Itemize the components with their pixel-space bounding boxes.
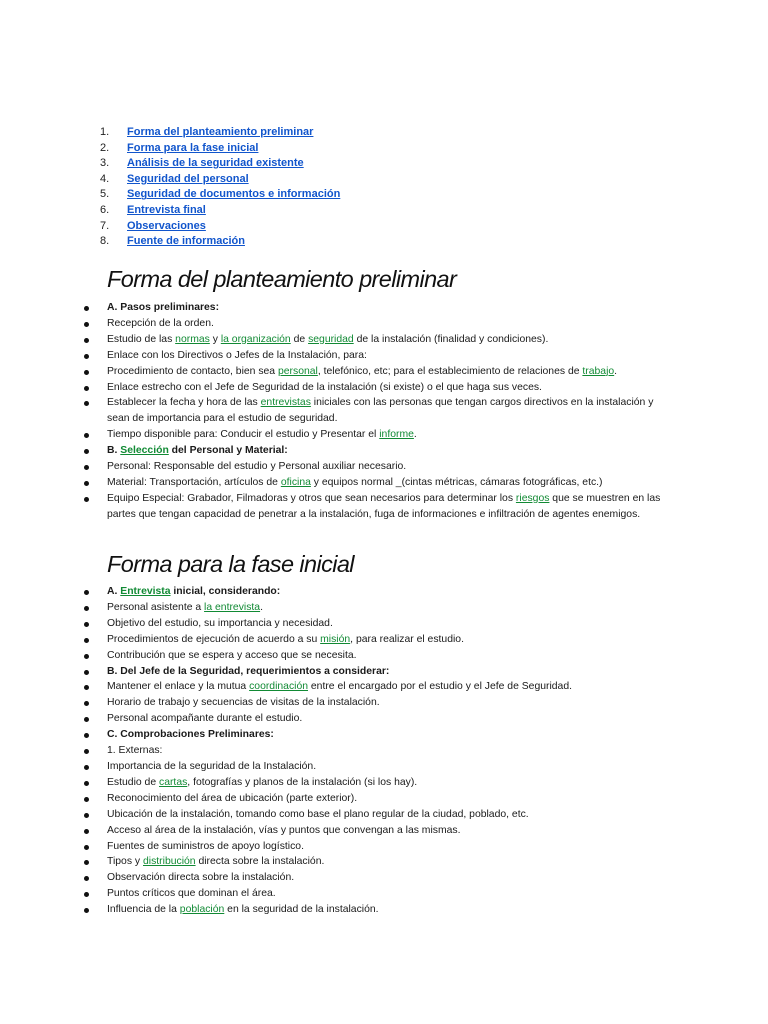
list-text: y equipos normal _(cintas métricas, cámaras fotográficas, etc.) — [310, 476, 603, 488]
list-text: Equipo Especial: Grabador, Filmadoras y otros que sean necesarios para determinar los — [107, 492, 516, 504]
list-item — [0, 823, 667, 839]
list-text: Influencia de la — [107, 904, 180, 916]
list-item — [0, 807, 667, 823]
list-text: en la seguridad de la instalación. — [224, 904, 379, 916]
bullet-list-fase-inicial — [0, 584, 667, 918]
inline-link[interactable]: cartas — [159, 776, 188, 788]
list-text: Reconocimiento del área de ubicación (parte exterior). — [107, 792, 358, 804]
list-item — [0, 839, 667, 855]
toc-link[interactable]: Análisis de la seguridad existente — [127, 157, 304, 170]
list-text: Establecer la fecha y hora de las — [107, 397, 261, 409]
bullet-icon — [84, 908, 89, 913]
toc-link[interactable]: Forma para la fase inicial — [127, 141, 259, 154]
bullet-icon — [84, 845, 89, 850]
list-text: Objetivo del estudio, su importancia y necesidad. — [107, 617, 333, 629]
list-text: . — [413, 429, 417, 441]
list-item — [0, 364, 667, 380]
list-text: Enlace con los Directivos o Jefes de la Instalación, para: — [107, 349, 367, 361]
list-item — [0, 854, 667, 870]
bullet-icon — [84, 606, 89, 611]
list-item — [0, 759, 667, 775]
list-item — [0, 902, 667, 918]
toc-number: 1. — [100, 126, 110, 138]
list-item — [0, 886, 667, 902]
list-text: Personal: Responsable del estudio y Personal auxiliar necesario. — [107, 461, 407, 473]
bullet-icon — [84, 701, 89, 706]
list-text: Tipos y — [107, 856, 143, 868]
list-text: Personal acompañante durante el estudio. — [107, 713, 303, 725]
bullet-icon — [84, 370, 89, 375]
list-text: B. Del Jefe de la Seguridad, requerimientos a considerar: — [107, 665, 390, 677]
inline-link[interactable]: seguridad — [308, 333, 354, 345]
bullet-icon — [84, 322, 89, 327]
bullet-icon — [84, 876, 89, 881]
bullet-icon — [84, 797, 89, 802]
inline-link[interactable]: población — [179, 904, 225, 916]
bullet-icon — [84, 386, 89, 391]
list-item — [0, 679, 667, 695]
list-item — [0, 743, 667, 759]
toc-link[interactable]: Forma del planteamiento preliminar — [127, 126, 314, 138]
toc-number: 3. — [100, 157, 110, 170]
list-text: . — [260, 601, 263, 613]
bullet-icon — [84, 892, 89, 897]
list-item — [0, 427, 667, 443]
inline-link[interactable]: la organización — [220, 333, 291, 345]
list-text: inicial, considerando: — [170, 586, 281, 597]
section-heading-planteamiento: Forma del planteamiento preliminar — [107, 266, 457, 292]
inline-link[interactable]: normas — [175, 333, 210, 345]
toc-item — [100, 234, 340, 250]
toc-number: 2. — [100, 141, 110, 154]
bullet-icon — [84, 829, 89, 834]
toc-item — [100, 172, 340, 188]
inline-link[interactable]: la entrevista — [204, 601, 261, 613]
bullet-icon — [84, 749, 89, 754]
list-item — [0, 664, 667, 680]
bullet-icon — [84, 733, 89, 738]
list-text: Importancia de la seguridad de la Instalación. — [107, 760, 317, 772]
list-item — [0, 380, 667, 396]
bullet-icon — [84, 354, 89, 359]
list-text: B. — [107, 445, 121, 457]
list-text: Horario de trabajo y secuencias de visitas de la instalación. — [107, 697, 380, 709]
toc-item — [100, 125, 340, 141]
toc-item — [100, 156, 340, 172]
list-item — [0, 316, 667, 332]
toc-item — [100, 219, 340, 235]
toc-number: 7. — [100, 219, 110, 232]
list-item — [0, 332, 667, 348]
bullet-icon — [84, 670, 89, 675]
list-text: , telefónico, etc; para el establecimiento de relaciones de — [317, 365, 583, 377]
list-item — [0, 600, 667, 616]
bullet-icon — [84, 781, 89, 786]
list-text: A. — [107, 586, 121, 597]
toc-link[interactable]: Entrevista final — [127, 203, 206, 216]
list-text: Personal asistente a — [107, 601, 205, 613]
list-item — [0, 775, 667, 791]
list-item — [0, 459, 667, 475]
list-text: de — [290, 333, 309, 345]
toc-number: 6. — [100, 203, 110, 216]
list-text: que se muestren en las partes que tengan capacidad de penetrar a la instalación, fuga de informaciones e infiltración de agentes enemigos. — [107, 492, 661, 520]
bullet-icon — [84, 481, 89, 486]
list-text: Ubicación de la instalación, tomando como base el plano regular de la ciudad, poblado, etc. — [107, 808, 529, 820]
list-text: C. Comprobaciones Preliminares: — [107, 729, 274, 741]
bullet-icon — [84, 654, 89, 659]
bullet-icon — [84, 813, 89, 818]
list-text: , fotografías y planos de la instalación (si los hay). — [187, 776, 418, 788]
list-item — [0, 632, 667, 648]
list-item — [0, 727, 667, 743]
list-text: y — [209, 333, 221, 345]
inline-link[interactable]: trabajo — [582, 365, 615, 377]
inline-link[interactable]: Selección — [120, 445, 169, 457]
toc-link[interactable]: Seguridad del personal — [127, 172, 249, 185]
list-text: Contribución que se espera y acceso que se necesita. — [107, 649, 357, 661]
list-text: Observación directa sobre la instalación. — [107, 872, 295, 884]
inline-link[interactable]: misión — [320, 633, 351, 645]
list-item — [0, 711, 667, 727]
inline-link[interactable]: coordinación — [249, 681, 309, 693]
list-item — [0, 648, 667, 664]
list-item — [0, 695, 667, 711]
toc-number: 4. — [100, 172, 110, 185]
list-text: 1. Externas: — [107, 745, 163, 757]
table-of-contents — [100, 125, 340, 250]
inline-link[interactable]: informe — [379, 429, 414, 441]
list-text: Procedimientos de ejecución de acuerdo a su — [107, 633, 321, 645]
inline-link[interactable]: Entrevista — [120, 586, 171, 597]
bullet-icon — [84, 860, 89, 865]
toc-link[interactable]: Fuente de información — [127, 235, 245, 248]
list-text: Tiempo disponible para: Conducir el estudio y Presentar el — [107, 429, 380, 441]
list-text: Recepción de la orden. — [107, 317, 214, 329]
list-item — [0, 491, 667, 523]
list-item — [0, 584, 667, 600]
list-text: Fuentes de suministros de apoyo logístico. — [107, 840, 304, 852]
inline-link[interactable]: distribución — [143, 856, 196, 868]
bullet-icon — [84, 465, 89, 470]
inline-link[interactable]: riesgos — [515, 492, 550, 504]
list-text: entre el encargado por el estudio y el Jefe de Seguridad. — [308, 681, 572, 693]
bullet-icon — [84, 622, 89, 627]
list-item — [0, 348, 667, 364]
bullet-icon — [84, 638, 89, 643]
list-text: , para realizar el estudio. — [350, 633, 464, 645]
list-text: Procedimiento de contacto, bien sea — [107, 365, 278, 377]
list-text: Estudio de — [107, 776, 159, 788]
list-item — [0, 791, 667, 807]
bullet-icon — [84, 401, 89, 406]
list-text: . — [614, 365, 618, 377]
bullet-icon — [84, 338, 89, 343]
inline-link[interactable]: entrevistas — [260, 397, 311, 409]
bullet-list-planteamiento — [0, 300, 667, 523]
list-text: A. Pasos preliminares: — [107, 302, 220, 313]
list-text: del Personal y Material: — [168, 445, 288, 457]
list-item — [0, 395, 667, 427]
bullet-icon — [84, 685, 89, 690]
list-text: de la instalación (finalidad y condiciones). — [353, 333, 549, 345]
list-item — [0, 443, 667, 459]
inline-link[interactable]: oficina — [280, 476, 311, 488]
toc-link[interactable]: Observaciones — [127, 219, 206, 232]
list-item — [0, 475, 667, 491]
list-text: Mantener el enlace y la mutua — [107, 681, 250, 693]
section-heading-fase-inicial: Forma para la fase inicial — [107, 551, 354, 577]
list-item — [0, 870, 667, 886]
toc-item — [100, 187, 340, 203]
list-text: Acceso al área de la instalación, vías y puntos que convengan a las mismas. — [107, 824, 461, 836]
toc-item — [100, 203, 340, 219]
bullet-icon — [84, 717, 89, 722]
bullet-icon — [84, 306, 89, 311]
toc-item — [100, 141, 340, 157]
bullet-icon — [84, 433, 89, 438]
inline-link[interactable]: personal — [277, 365, 318, 377]
list-text: Puntos críticos que dominan el área. — [107, 888, 276, 900]
list-item — [0, 300, 667, 316]
bullet-icon — [84, 765, 89, 770]
bullet-icon — [84, 497, 89, 502]
toc-number: 8. — [100, 235, 110, 248]
list-text: Enlace estrecho con el Jefe de Seguridad de la instalación (si existe) o el que haga sus veces. — [107, 381, 542, 393]
list-text: Material: Transportación, artículos de — [107, 476, 281, 488]
list-text: Estudio de las — [107, 333, 176, 345]
list-text: directa sobre la instalación. — [195, 856, 325, 868]
list-text: iniciales con las personas que tengan cargos directivos en la instalación y sean de importancia para el estudio de seguridad. — [107, 397, 654, 425]
toc-number: 5. — [100, 188, 110, 201]
list-item — [0, 616, 667, 632]
bullet-icon — [84, 590, 89, 595]
bullet-icon — [84, 449, 89, 454]
toc-link[interactable]: Seguridad de documentos e información — [127, 188, 341, 201]
